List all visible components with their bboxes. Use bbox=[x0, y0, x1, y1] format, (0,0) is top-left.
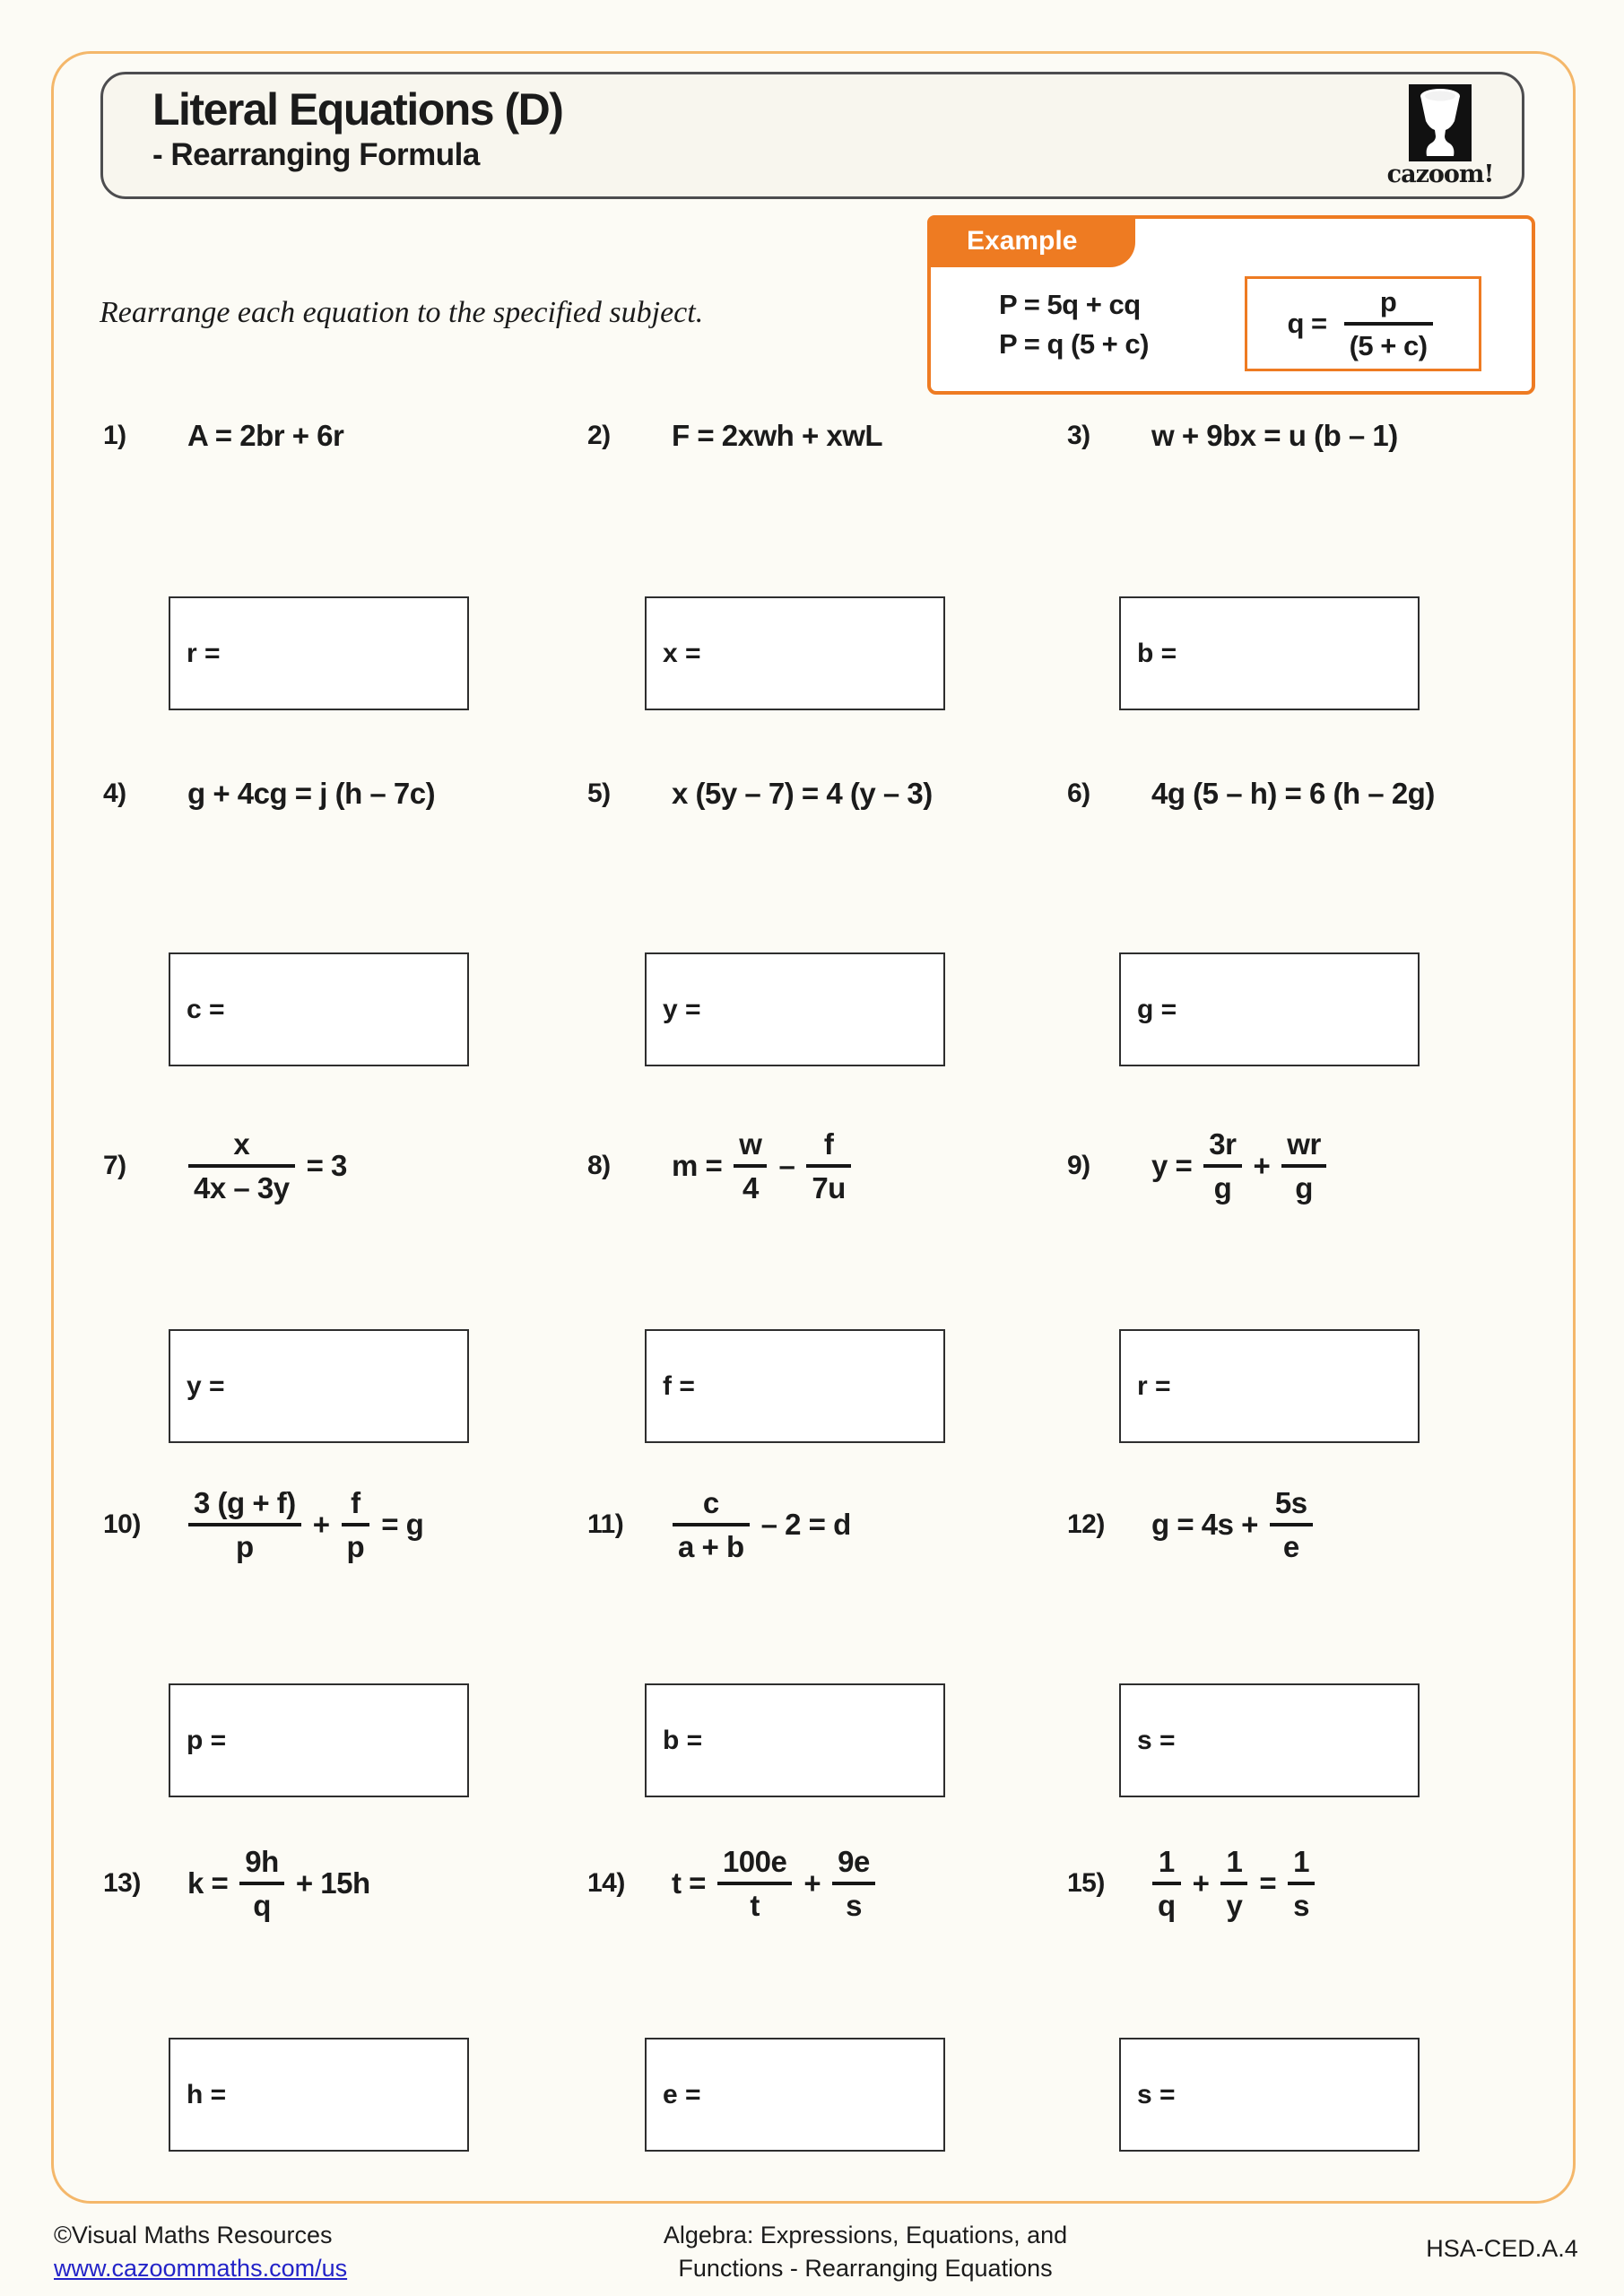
equation-text: + bbox=[312, 1508, 330, 1541]
fraction-numerator: c bbox=[702, 1485, 719, 1519]
footer-link[interactable]: www.cazoommaths.com/us bbox=[54, 2255, 348, 2282]
problem-number: 2) bbox=[587, 421, 611, 450]
equation-text: g = 4s + bbox=[1151, 1508, 1258, 1541]
answer-label: b = bbox=[663, 1725, 703, 1755]
fraction bbox=[1288, 1844, 1315, 1922]
footer-subject-line-1: Algebra: Expressions, Equations, and bbox=[663, 2222, 1068, 2248]
answer-box-9[interactable] bbox=[1119, 1329, 1420, 1443]
equation-text: A = 2br + 6r bbox=[187, 419, 344, 452]
example-line-2: P = q (5 + c) bbox=[999, 328, 1149, 360]
fraction bbox=[832, 1844, 875, 1922]
problem-number: 3) bbox=[1067, 421, 1090, 450]
fraction-denominator: q bbox=[253, 1888, 271, 1922]
example-line-1: P = 5q + cq bbox=[999, 289, 1141, 320]
fraction-denominator: e bbox=[1282, 1529, 1299, 1563]
problem-7 bbox=[103, 1112, 352, 1220]
fraction-denominator: p bbox=[346, 1529, 365, 1563]
equation-text: g + 4cg = j (h – 7c) bbox=[187, 777, 436, 810]
fraction-numerator: f bbox=[823, 1126, 834, 1161]
fraction-numerator: p bbox=[1379, 285, 1397, 317]
equation-text: F = 2xwh + xwL bbox=[672, 419, 883, 452]
example-answer-fraction bbox=[1344, 287, 1433, 361]
equation-text: + bbox=[1253, 1149, 1271, 1182]
answer-box-6[interactable] bbox=[1119, 952, 1420, 1066]
answer-box-5[interactable] bbox=[645, 952, 945, 1066]
fraction bbox=[188, 1485, 301, 1563]
problem-14 bbox=[587, 1830, 881, 1937]
fraction-numerator: 100e bbox=[722, 1844, 787, 1878]
answer-box-12[interactable] bbox=[1119, 1683, 1420, 1797]
problem-number: 11) bbox=[587, 1509, 624, 1539]
fraction-numerator: f bbox=[351, 1485, 360, 1519]
problem-5 bbox=[587, 740, 938, 848]
fraction-denominator: 4 bbox=[742, 1170, 759, 1205]
answer-label: r = bbox=[1137, 1370, 1171, 1401]
problem-2 bbox=[587, 382, 888, 490]
fraction-denominator: y bbox=[1226, 1888, 1243, 1922]
equation-text: t = bbox=[672, 1866, 706, 1900]
fraction bbox=[1270, 1485, 1313, 1563]
fraction-denominator: 7u bbox=[812, 1170, 846, 1205]
fraction bbox=[342, 1485, 370, 1563]
fraction-denominator: (5 + c) bbox=[1349, 329, 1428, 361]
page-subtitle: - Rearranging Formula bbox=[152, 137, 480, 172]
problem-number: 1) bbox=[103, 421, 126, 450]
answer-label: c = bbox=[187, 994, 225, 1024]
logo-text: cazoom! bbox=[1386, 161, 1494, 188]
problem-number: 14) bbox=[587, 1868, 625, 1898]
equation-text: w + 9bx = u (b – 1) bbox=[1151, 419, 1398, 452]
problem-11 bbox=[587, 1471, 856, 1578]
answer-box-11[interactable] bbox=[645, 1683, 945, 1797]
answer-box-13[interactable] bbox=[169, 2038, 469, 2152]
fraction-numerator: 5s bbox=[1274, 1485, 1307, 1519]
fraction-numerator: 9e bbox=[838, 1844, 870, 1878]
answer-label: s = bbox=[1137, 1725, 1176, 1755]
fraction bbox=[1203, 1126, 1241, 1205]
equation-text: = g bbox=[381, 1508, 424, 1541]
example-answer-box bbox=[1245, 276, 1481, 371]
fraction-numerator: 9h bbox=[245, 1844, 279, 1878]
title-text-block bbox=[152, 83, 562, 175]
problem-15 bbox=[1067, 1830, 1321, 1937]
title-box bbox=[100, 72, 1524, 199]
equation-text: 4g (5 – h) = 6 (h – 2g) bbox=[1151, 777, 1435, 810]
problem-number: 6) bbox=[1067, 778, 1090, 808]
problem-number: 9) bbox=[1067, 1151, 1090, 1180]
answer-box-15[interactable] bbox=[1119, 2038, 1420, 2152]
answer-label: s = bbox=[1137, 2079, 1176, 2109]
drum-icon bbox=[1409, 84, 1472, 161]
problem-number: 7) bbox=[103, 1151, 126, 1180]
problem-number: 12) bbox=[1067, 1509, 1105, 1539]
page-title: Literal Equations (D) bbox=[152, 84, 563, 135]
fraction-numerator: w bbox=[739, 1126, 762, 1161]
answer-box-4[interactable] bbox=[169, 952, 469, 1066]
equation-text: y = bbox=[1151, 1149, 1193, 1182]
equation-text: – 2 = d bbox=[760, 1508, 851, 1541]
answer-box-14[interactable] bbox=[645, 2038, 945, 2152]
equation-text: k = bbox=[187, 1866, 229, 1900]
fraction bbox=[806, 1126, 851, 1205]
problem-number: 8) bbox=[587, 1151, 611, 1180]
answer-box-10[interactable] bbox=[169, 1683, 469, 1797]
equation-text: + bbox=[1192, 1866, 1210, 1900]
problem-9 bbox=[1067, 1112, 1333, 1220]
problem-number: 15) bbox=[1067, 1868, 1105, 1898]
fraction-denominator: g bbox=[1213, 1170, 1232, 1205]
example-tab bbox=[927, 215, 1135, 267]
fraction-numerator: 1 bbox=[1226, 1844, 1243, 1878]
example-label: Example bbox=[967, 226, 1078, 256]
answer-label: y = bbox=[187, 1370, 225, 1401]
answer-box-3[interactable] bbox=[1119, 596, 1420, 710]
equation-text: x (5y – 7) = 4 (y – 3) bbox=[672, 777, 933, 810]
equation-text: + 15h bbox=[295, 1866, 370, 1900]
answer-label: f = bbox=[663, 1370, 695, 1401]
fraction-denominator: a + b bbox=[678, 1529, 744, 1563]
fraction-numerator: 3 (g + f) bbox=[194, 1485, 296, 1519]
fraction bbox=[717, 1844, 792, 1922]
footer-standard-code: HSA-CED.A.4 bbox=[1426, 2235, 1578, 2262]
answer-box-1[interactable] bbox=[169, 596, 469, 710]
example-box bbox=[927, 215, 1535, 395]
fraction-numerator: wr bbox=[1287, 1126, 1321, 1161]
answer-box-7[interactable] bbox=[169, 1329, 469, 1443]
cazoom-logo bbox=[1381, 84, 1499, 188]
answer-label: r = bbox=[187, 638, 221, 668]
fraction-denominator: t bbox=[750, 1888, 760, 1922]
fraction-denominator: s bbox=[1293, 1888, 1309, 1922]
problem-13 bbox=[103, 1830, 376, 1937]
problem-12 bbox=[1067, 1471, 1319, 1578]
problem-3 bbox=[1067, 382, 1403, 490]
footer-left bbox=[54, 2219, 347, 2285]
example-answer-prefix: q = bbox=[1287, 308, 1327, 339]
equation-text: m = bbox=[672, 1149, 723, 1182]
answer-label: p = bbox=[187, 1725, 227, 1755]
problem-1 bbox=[103, 382, 349, 490]
answer-label: g = bbox=[1137, 994, 1177, 1024]
answer-label: h = bbox=[187, 2079, 227, 2109]
problem-number: 4) bbox=[103, 778, 126, 808]
fraction-denominator: 4x – 3y bbox=[194, 1170, 290, 1205]
example-equations bbox=[999, 285, 1149, 364]
problem-number: 13) bbox=[103, 1868, 141, 1898]
problem-number: 10) bbox=[103, 1509, 141, 1539]
problem-8 bbox=[587, 1112, 857, 1220]
fraction bbox=[239, 1844, 284, 1922]
fraction bbox=[734, 1126, 767, 1205]
answer-label: x = bbox=[663, 638, 701, 668]
problem-number: 5) bbox=[587, 778, 611, 808]
instruction-text: Rearrange each equation to the specified subject. bbox=[100, 296, 704, 329]
equation-text: = bbox=[1259, 1866, 1277, 1900]
answer-box-8[interactable] bbox=[645, 1329, 945, 1443]
fraction-numerator: x bbox=[233, 1126, 250, 1161]
problem-4 bbox=[103, 740, 440, 848]
footer-subject-line-2: Functions - Rearranging Equations bbox=[678, 2255, 1053, 2282]
equation-text: + bbox=[803, 1866, 821, 1900]
fraction-denominator: s bbox=[846, 1888, 862, 1922]
answer-box-2[interactable] bbox=[645, 596, 945, 710]
fraction-numerator: 3r bbox=[1209, 1126, 1237, 1161]
footer-copyright: ©Visual Maths Resources bbox=[54, 2222, 333, 2248]
answer-label: b = bbox=[1137, 638, 1177, 668]
fraction-denominator: p bbox=[236, 1529, 254, 1563]
fraction bbox=[673, 1485, 750, 1563]
fraction bbox=[1152, 1844, 1181, 1922]
fraction-numerator: 1 bbox=[1158, 1844, 1175, 1878]
fraction bbox=[1220, 1844, 1247, 1922]
problem-6 bbox=[1067, 740, 1440, 848]
equation-text: – bbox=[778, 1149, 795, 1182]
answer-label: y = bbox=[663, 994, 701, 1024]
fraction-denominator: q bbox=[1158, 1888, 1176, 1922]
answer-label: e = bbox=[663, 2079, 701, 2109]
fraction bbox=[188, 1126, 295, 1205]
equation-text: = 3 bbox=[306, 1149, 347, 1182]
problem-10 bbox=[103, 1471, 429, 1578]
fraction-denominator: g bbox=[1295, 1170, 1313, 1205]
fraction bbox=[1281, 1126, 1326, 1205]
fraction-numerator: 1 bbox=[1293, 1844, 1309, 1878]
footer-center bbox=[619, 2219, 1112, 2285]
